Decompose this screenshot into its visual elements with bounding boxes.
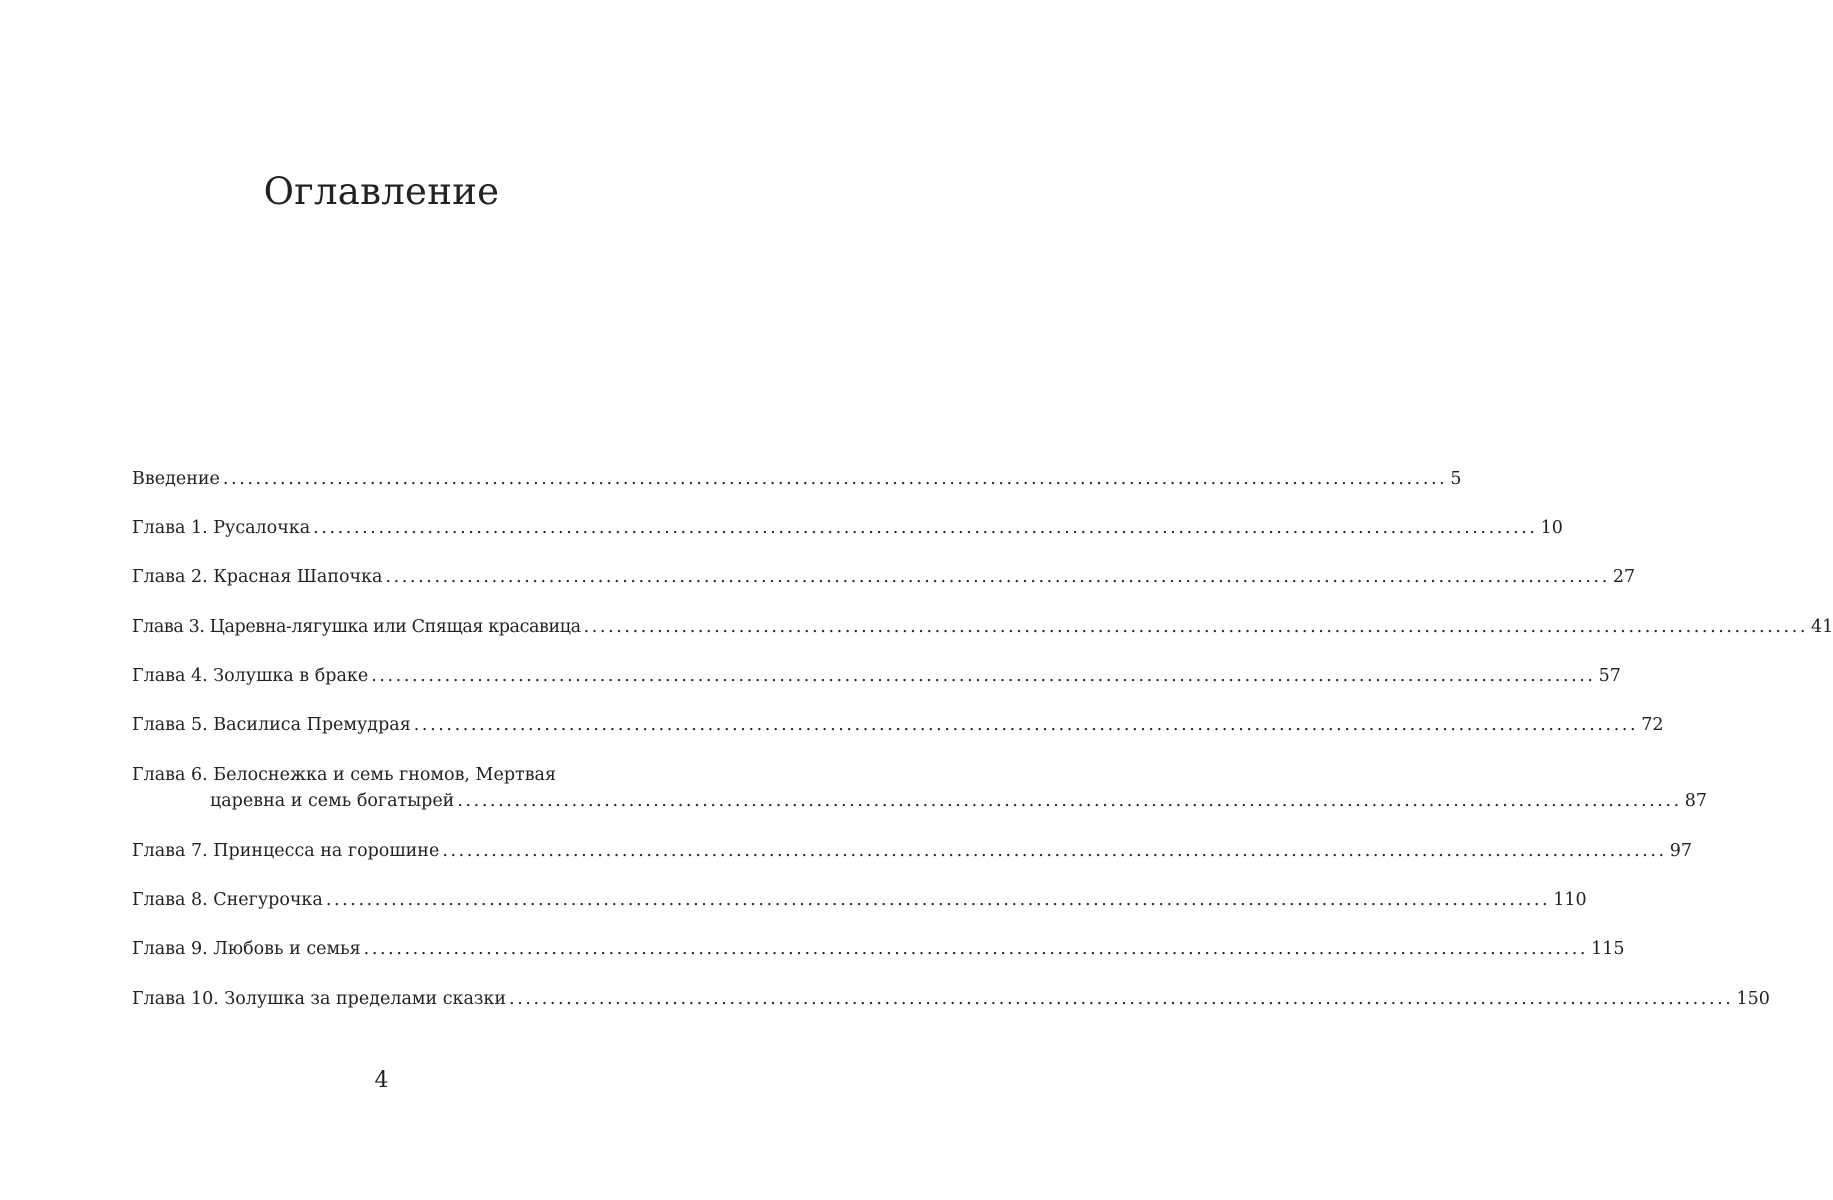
toc-entry-chapter-3[interactable]	[132, 614, 1833, 640]
toc-entry-chapter-1[interactable]	[132, 515, 1563, 541]
toc-page-number: 72	[1641, 715, 1664, 735]
toc-entry-label: Глава 9. Любовь и семья	[132, 939, 361, 959]
toc-entry-label-continuation: царевна и семь богатырей	[210, 791, 455, 811]
toc-entry-label: Глава 2. Красная Шапочка	[132, 567, 383, 587]
toc-page-number: 115	[1591, 939, 1625, 959]
toc-page-number: 57	[1598, 666, 1621, 686]
toc-entry-chapter-8[interactable]	[132, 887, 1587, 913]
toc-page-number: 150	[1736, 989, 1770, 1009]
toc-entry-chapter-6[interactable]	[132, 762, 1708, 814]
toc-entry-label: Глава 6. Белоснежка и семь гномов, Мертвая	[132, 765, 557, 785]
toc-entry-chapter-5[interactable]	[132, 712, 1664, 738]
dot-leader: ......................................................................................................................................................	[457, 791, 1682, 811]
dot-leader: ......................................................................................................................................................	[325, 890, 1551, 910]
toc-entry-label: Глава 10. Золушка за пределами сказки	[132, 989, 507, 1009]
toc-entry-chapter-10[interactable]	[132, 986, 1770, 1012]
dot-leader: ......................................................................................................................................................	[583, 617, 1809, 637]
dot-leader: ......................................................................................................................................................	[222, 469, 1448, 489]
toc-entry-intro[interactable]	[132, 466, 1462, 492]
dot-leader: ......................................................................................................................................................	[385, 567, 1610, 587]
toc-entry-chapter-7[interactable]	[132, 838, 1693, 864]
toc-entry-label: Глава 8. Снегурочка	[132, 890, 323, 910]
toc-entry-label: Глава 7. Принцесса на горошине	[132, 841, 440, 861]
toc-page-number: 27	[1612, 567, 1636, 587]
toc-entry-chapter-2[interactable]	[132, 564, 1636, 590]
toc-entry-chapter-9[interactable]	[132, 936, 1625, 962]
toc-page-number: 110	[1553, 890, 1587, 910]
dot-leader: ......................................................................................................................................................	[509, 989, 1734, 1009]
dot-leader: ......................................................................................................................................................	[313, 518, 1538, 538]
toc-entry-label: Глава 5. Василиса Премудрая	[132, 715, 411, 735]
dot-leader: ......................................................................................................................................................	[371, 666, 1596, 686]
dot-leader: ......................................................................................................................................................	[363, 939, 1589, 959]
toc-entry-label: Введение	[132, 469, 220, 489]
toc-page-number: 41	[1811, 617, 1833, 637]
dot-leader: ......................................................................................................................................................	[413, 715, 1639, 735]
toc-page-number: 87	[1684, 791, 1708, 811]
dot-leader: ......................................................................................................................................................	[442, 841, 1667, 861]
page-title: Оглавление	[263, 170, 500, 213]
toc-page-number: 5	[1450, 469, 1462, 489]
page-number: 4	[374, 1068, 389, 1093]
toc-entry-label: Глава 3. Царевна-лягушка или Спящая красавица	[132, 617, 581, 637]
toc-entry-label: Глава 4. Золушка в браке	[132, 666, 369, 686]
toc-page-number: 10	[1540, 518, 1563, 538]
toc-page-number: 97	[1669, 841, 1693, 861]
toc-entry-chapter-4[interactable]	[132, 663, 1621, 689]
toc-entry-label: Глава 1. Русалочка	[132, 518, 311, 538]
